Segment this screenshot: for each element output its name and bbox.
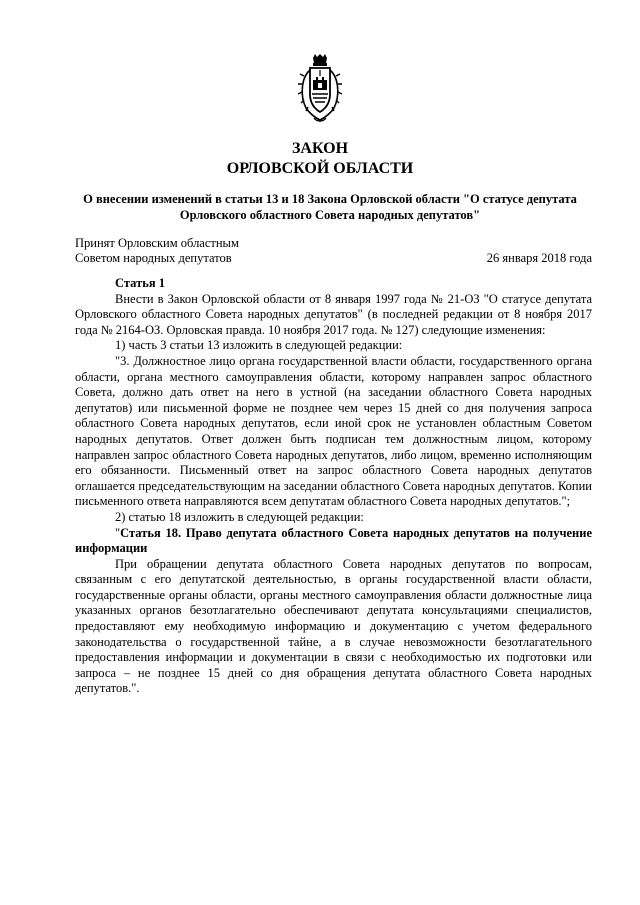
subject-line-2: Орловского областного Совета народных депутатов" xyxy=(179,208,481,222)
law-subject xyxy=(70,191,590,223)
law-body xyxy=(75,276,592,697)
region-title: ОРЛОВСКОЙ ОБЛАСТИ xyxy=(226,160,414,177)
article-heading: Статья 1 xyxy=(115,276,165,290)
law-title: ЗАКОН xyxy=(291,140,349,157)
adoption-line-1: Принят Орловским областным xyxy=(75,236,239,250)
amendment-text-1: "3. Должностное лицо органа государственной власти области, государственного органа области, органа местного самоуправления области, которому направлен запрос областного Совета, должно дать ответ на него в устной (на заседании областного Совета народных депутатов) или письменной форме не позднее чем через 15 дней со дня получения запроса областного Совета народных депутатов, если иной срок не установлен областным Советом народных депутатов. Ответ должен быть подписан тем должностным лицом, которому направлен запрос областного Совета народных депутатов, либо лицом, временно исполняющим его обязанности. Письменный ответ на запрос областного Совета народных депутатов оглашается председательствующим на заседании областного Совета народных депутатов. Копии письменного ответа направляются всем депутатам областного Совета народных депутатов."; xyxy=(75,353,592,509)
amendment-heading-2 xyxy=(75,526,592,557)
adoption-statement xyxy=(75,236,239,266)
subject-line-1: О внесении изменений в статьи 13 и 18 Закона Орловской области "О статусе депутата xyxy=(83,192,577,206)
amendment-text-2: При обращении депутата областного Совета народных депутатов по вопросам, связанным с его депутатской деятельностью, в органы государственной власти области, государственные органы области, органы местного самоуправления области должностные лица указанных органов безотлагательно обеспечивают депутата консультациями специалистов, предоставляют ему необходимую информацию и документацию с учетом федерального законодательства о государственной тайне, а в случае невозможности безотлагательного предоставления информации и документации в связи с необходимостью их подготовки или запроса – не позднее 15 дней со дня обращения депутата областного Совета народных депутатов.". xyxy=(75,556,592,696)
coat-of-arms-icon xyxy=(298,54,342,124)
adoption-line-2: Советом народных депутатов xyxy=(75,251,232,265)
adoption-date: 26 января 2018 года xyxy=(486,251,592,265)
article-intro: Внести в Закон Орловской области от 8 января 1997 года № 21-ОЗ "О статусе депутата Орловского областного Совета народных депутатов" (в последней редакции от 8 ноября 2017 года № 2164-ОЗ. Орловская правда. 10 ноября 2017 года. № 127) следующие изменения: xyxy=(75,291,592,337)
amendment-item-1: 1) часть 3 статьи 13 изложить в следующей редакции: xyxy=(115,338,403,353)
amendment-item-2: 2) статью 18 изложить в следующей редакции: xyxy=(115,509,364,524)
opening-quote: " xyxy=(115,525,121,540)
article-18-heading: Статья 18. Право депутата областного Совета народных депутатов на получение информации xyxy=(75,525,592,556)
